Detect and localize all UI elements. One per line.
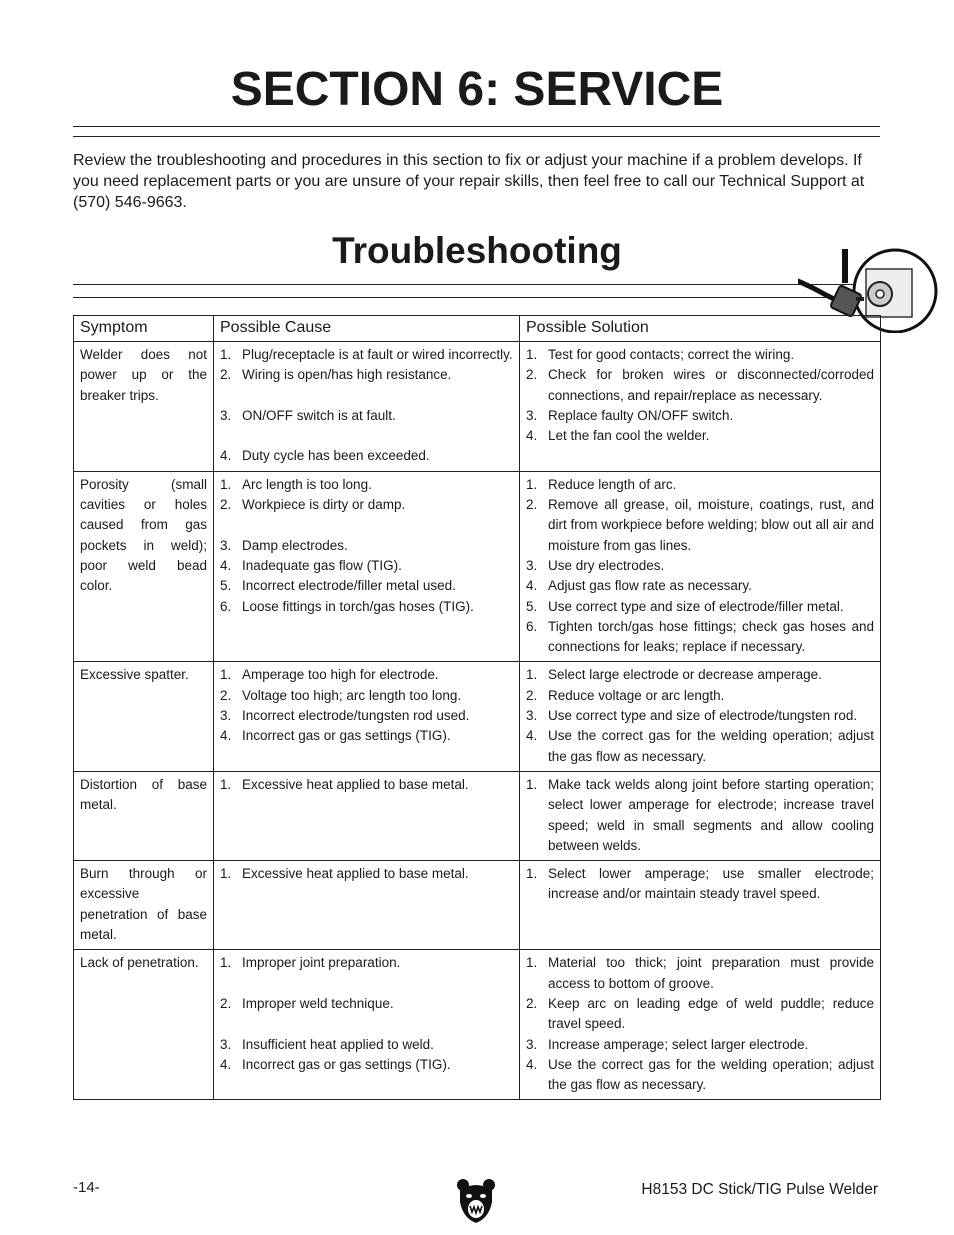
item-number: 1. (526, 776, 538, 792)
list-item (220, 775, 513, 795)
item-text: Keep arc on leading edge of weld puddle; reduce travel speed. (548, 995, 874, 1032)
solution-cell-list (526, 864, 874, 905)
item-text: Improper joint preparation. (242, 955, 401, 971)
cause-cell-list (220, 953, 513, 1075)
list-item (220, 706, 513, 726)
list-item (526, 345, 874, 365)
item-number: 1. (526, 955, 538, 971)
item-number: 1. (526, 347, 538, 362)
item-text: Use correct type and size of electrode/filler metal. (548, 598, 844, 614)
cause-cell-list (220, 475, 513, 617)
item-text: Remove all grease, oil, moisture, coatings, rust, and dirt from workpiece before welding; blow out all air and moisture from gas lines. (548, 497, 874, 553)
item-number: 5. (220, 578, 232, 594)
item-number: 6. (220, 598, 232, 614)
solution-cell-list (526, 665, 874, 766)
list-item (526, 576, 874, 596)
header-symptom: Symptom (74, 316, 214, 342)
list-item (220, 406, 513, 447)
list-item (526, 1035, 874, 1055)
page-number: -14- (73, 1179, 100, 1196)
item-number: 4. (526, 578, 538, 594)
list-item (220, 1035, 513, 1055)
header-possible-cause: Possible Cause (214, 316, 520, 342)
cause-cell (214, 861, 520, 950)
solution-cell (520, 342, 881, 472)
item-number: 1. (220, 667, 232, 683)
item-text: Use dry electrodes. (548, 557, 665, 573)
item-text: Excessive heat applied to base metal. (242, 776, 469, 792)
item-text: ON/OFF switch is at fault. (242, 407, 396, 423)
item-number: 1. (220, 347, 232, 362)
item-text: Incorrect gas or gas settings (TIG). (242, 728, 451, 744)
item-number: 3. (220, 708, 232, 724)
item-text: Select large electrode or decrease amperage. (548, 667, 822, 683)
list-item (526, 365, 874, 406)
list-item (220, 686, 513, 706)
item-text: Select lower amperage; use smaller electrode; increase and/or maintain steady travel speed. (548, 866, 874, 902)
list-item (526, 617, 874, 658)
table-row (74, 342, 881, 472)
list-item (220, 446, 513, 466)
item-number: 2. (220, 497, 232, 513)
list-item (526, 726, 874, 767)
list-item (526, 665, 874, 685)
list-item (220, 597, 513, 617)
list-item (220, 726, 513, 746)
item-text: Loose fittings in torch/gas hoses (TIG). (242, 598, 474, 614)
item-text: Use the correct gas for the welding operation; adjust the gas flow as necessary. (548, 728, 874, 764)
item-number: 3. (220, 537, 232, 553)
item-number: 5. (526, 598, 538, 614)
list-item (526, 1055, 874, 1096)
list-item (526, 406, 874, 426)
item-text: Damp electrodes. (242, 537, 348, 553)
item-text: Insufficient heat applied to weld. (242, 1036, 434, 1052)
item-number: 1. (220, 476, 232, 492)
item-text: Use the correct gas for the welding operation; adjust the gas flow as necessary. (548, 1056, 874, 1093)
model-name: H8153 DC Stick/TIG Pulse Welder (641, 1181, 878, 1198)
solution-cell (520, 771, 881, 860)
item-text: Incorrect gas or gas settings (TIG). (242, 1056, 451, 1072)
item-text: Let the fan cool the welder. (548, 428, 710, 444)
list-item (220, 365, 513, 406)
list-item (220, 495, 513, 536)
list-item (220, 576, 513, 596)
item-number: 1. (526, 476, 538, 492)
item-text: Increase amperage; select larger electrode. (548, 1036, 809, 1052)
item-number: 2. (526, 995, 538, 1011)
solution-cell (520, 471, 881, 662)
symptom-cell: Burn through or excessive penetration of base metal. (74, 861, 214, 950)
item-text: Reduce length of arc. (548, 476, 677, 492)
item-number: 2. (526, 687, 538, 703)
list-item (526, 706, 874, 726)
item-number: 2. (220, 687, 232, 703)
symptom-cell: Welder does not power up or the breaker trips. (74, 342, 214, 472)
cause-cell-list (220, 345, 513, 467)
list-item (526, 426, 874, 446)
item-number: 2. (526, 367, 538, 383)
item-text: Replace faulty ON/OFF switch. (548, 407, 734, 423)
troubleshooting-table-body (74, 342, 881, 1100)
item-number: 4. (526, 1056, 538, 1072)
item-text: Arc length is too long. (242, 476, 372, 492)
item-number: 2. (526, 497, 538, 513)
cause-cell-list (220, 665, 513, 746)
list-item (526, 864, 874, 905)
item-number: 3. (526, 407, 538, 423)
item-text: Use correct type and size of electrode/tungsten rod. (548, 708, 858, 724)
section-rule-top (73, 126, 880, 127)
list-item (220, 665, 513, 685)
solution-cell-list (526, 953, 874, 1095)
solution-cell-list (526, 775, 874, 856)
item-number: 1. (220, 955, 232, 971)
list-item (526, 953, 874, 994)
symptom-cell: Distortion of base metal. (74, 771, 214, 860)
solution-cell (520, 950, 881, 1100)
solution-cell-list (526, 475, 874, 658)
item-number: 4. (526, 428, 538, 444)
list-item (220, 475, 513, 495)
item-number: 4. (526, 728, 538, 744)
item-number: 3. (526, 557, 538, 573)
list-item (220, 345, 513, 365)
item-text: Voltage too high; arc length too long. (242, 687, 462, 703)
list-item (220, 536, 513, 556)
item-number: 4. (220, 448, 232, 464)
symptom-cell: Excessive spatter. (74, 662, 214, 771)
cause-cell (214, 342, 520, 472)
item-number: 1. (526, 866, 538, 882)
item-number: 4. (220, 557, 232, 573)
item-number: 6. (526, 618, 538, 634)
intro-paragraph: Review the troubleshooting and procedures in this section to fix or adjust your machine if a problem develops. If you need replacement parts or you are unsure of your repair skills, then feel free to call our Technical Support at (570) 546-9663. (73, 152, 865, 211)
cause-cell (214, 950, 520, 1100)
solution-cell-list (526, 345, 874, 446)
table-row (74, 471, 881, 662)
header-possible-solution: Possible Solution (520, 316, 881, 342)
section-rule-bottom (73, 136, 880, 137)
list-item (526, 994, 874, 1035)
item-text: Inadequate gas flow (TIG). (242, 557, 402, 573)
item-text: Reduce voltage or arc length. (548, 687, 725, 703)
item-text: Adjust gas flow rate as necessary. (548, 578, 752, 594)
troubleshooting-title: Troubleshooting (332, 230, 622, 271)
item-number: 3. (220, 1036, 232, 1052)
troubleshooting-rule-bottom (73, 297, 880, 298)
item-text: Check for broken wires or disconnected/corroded connections, and repair/replace as necessary. (548, 367, 874, 403)
cause-cell (214, 662, 520, 771)
table-row (74, 861, 881, 950)
list-item (526, 475, 874, 495)
item-number: 4. (220, 1056, 232, 1072)
table-row (74, 662, 881, 771)
list-item (220, 864, 513, 884)
item-number: 3. (526, 708, 538, 724)
cause-cell-list (220, 864, 513, 884)
list-item (526, 775, 874, 856)
cause-cell (214, 771, 520, 860)
symptom-cell: Lack of penetration. (74, 950, 214, 1100)
list-item (220, 953, 513, 994)
section-title: SECTION 6: SERVICE (230, 63, 724, 116)
table-header-row (74, 316, 881, 342)
solution-cell (520, 662, 881, 771)
list-item (526, 495, 874, 556)
troubleshooting-table (73, 315, 881, 1100)
item-text: Incorrect electrode/tungsten rod used. (242, 708, 470, 724)
item-text: Test for good contacts; correct the wiring. (548, 347, 795, 362)
item-number: 1. (526, 667, 538, 683)
item-text: Duty cycle has been exceeded. (242, 448, 430, 464)
item-text: Plug/receptacle is at fault or wired incorrectly. (242, 347, 513, 362)
cause-cell-list (220, 775, 513, 795)
item-number: 2. (220, 367, 232, 383)
item-number: 3. (526, 1036, 538, 1052)
list-item (220, 994, 513, 1035)
item-number: 3. (220, 407, 232, 423)
solution-cell (520, 861, 881, 950)
symptom-cell: Porosity (small cavities or holes caused from gas pockets in weld); poor weld bead color. (74, 471, 214, 662)
list-item (526, 597, 874, 617)
list-item (220, 556, 513, 576)
list-item (220, 1055, 513, 1075)
cause-cell (214, 471, 520, 662)
item-text: Tighten torch/gas hose fittings; check gas hoses and connections for leaks; replace if necessary. (548, 618, 874, 655)
table-row (74, 771, 881, 860)
item-text: Wiring is open/has high resistance. (242, 367, 452, 383)
bear-head-logo-icon (456, 1178, 496, 1224)
item-text: Workpiece is dirty or damp. (242, 497, 406, 513)
table-row (74, 950, 881, 1100)
item-text: Make tack welds along joint before starting operation; select lower amperage for electrode; increase travel speed; weld in small segments and allow cooling between welds. (548, 776, 874, 853)
item-text: Material too thick; joint preparation must provide access to bottom of groove. (548, 955, 874, 991)
item-text: Amperage too high for electrode. (242, 667, 439, 683)
item-text: Improper weld technique. (242, 995, 394, 1011)
list-item (526, 556, 874, 576)
item-number: 2. (220, 995, 232, 1011)
item-text: Incorrect electrode/filler metal used. (242, 578, 456, 594)
item-number: 4. (220, 728, 232, 744)
item-text: Excessive heat applied to base metal. (242, 866, 469, 882)
item-number: 1. (220, 866, 232, 882)
list-item (526, 686, 874, 706)
troubleshooting-rule-top (73, 284, 880, 285)
item-number: 1. (220, 776, 232, 792)
